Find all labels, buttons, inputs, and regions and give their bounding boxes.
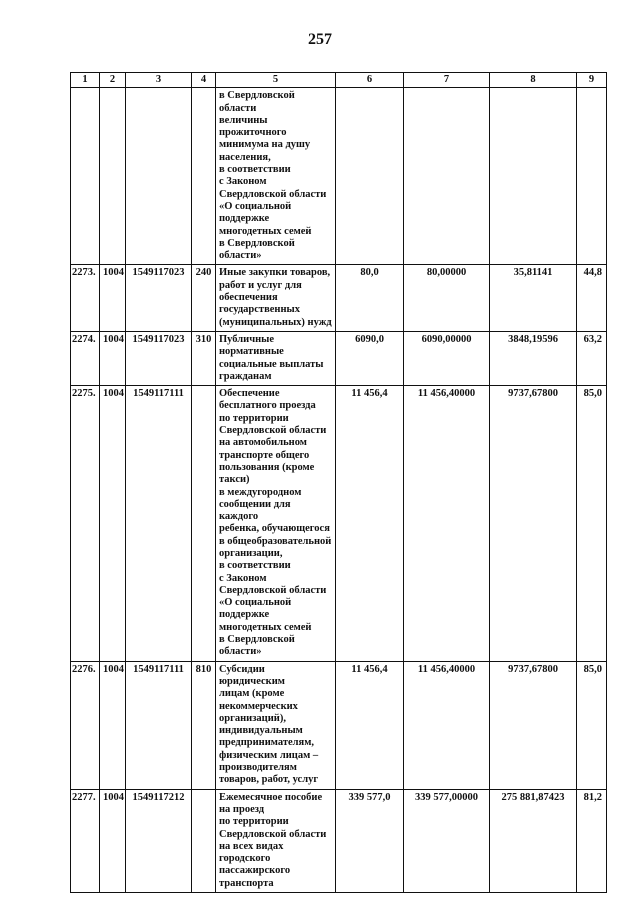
item-name: Обеспечение бесплатного проезда по территории Свердловской области на автомобильном транспорте общего пользования (кроме такси) в междугородном сообщении для каждого ребенка, обучающегося в общеобразовательной организации, в соответствии с Законом Свердловской области «О социальной поддержке многодетных семей в Свердловской области»: [216, 386, 336, 662]
table-row: [71, 265, 607, 331]
row-number: 2276.: [71, 661, 100, 789]
table-row: [71, 661, 607, 789]
planned-amount: [404, 88, 490, 265]
section-code: [100, 88, 126, 265]
execution-percent: 63,2: [577, 331, 607, 385]
approved-amount: 339 577,0: [336, 789, 404, 892]
row-number: [71, 88, 100, 265]
approved-amount: 11 456,4: [336, 386, 404, 662]
executed-amount: 9737,67800: [490, 661, 577, 789]
col-header-4: 4: [192, 73, 216, 88]
approved-amount: 11 456,4: [336, 661, 404, 789]
col-header-1: 1: [71, 73, 100, 88]
table-row: [71, 88, 607, 265]
approved-amount: 80,0: [336, 265, 404, 331]
execution-percent: 85,0: [577, 386, 607, 662]
section-code: 1004: [100, 265, 126, 331]
execution-percent: 81,2: [577, 789, 607, 892]
executed-amount: 275 881,87423: [490, 789, 577, 892]
approved-amount: 6090,0: [336, 331, 404, 385]
target-article-code: 1549117111: [126, 661, 192, 789]
executed-amount: 3848,19596: [490, 331, 577, 385]
target-article-code: 1549117212: [126, 789, 192, 892]
executed-amount: 35,81141: [490, 265, 577, 331]
execution-percent: [577, 88, 607, 265]
header-row: [71, 73, 607, 88]
item-name: Ежемесячное пособие на проезд по территории Свердловской области на всех видах городского пассажирского транспорта: [216, 789, 336, 892]
col-header-7: 7: [404, 73, 490, 88]
planned-amount: 80,00000: [404, 265, 490, 331]
row-number: 2273.: [71, 265, 100, 331]
planned-amount: 339 577,00000: [404, 789, 490, 892]
item-name: Субсидии юридическим лицам (кроме некоммерческих организаций), индивидуальным предпринимателям, физическим лицам – производителям товаров, работ, услуг: [216, 661, 336, 789]
approved-amount: [336, 88, 404, 265]
target-article-code: 1549117023: [126, 265, 192, 331]
executed-amount: [490, 88, 577, 265]
expense-type-code: [192, 789, 216, 892]
table-row: [71, 386, 607, 662]
row-number: 2275.: [71, 386, 100, 662]
expense-type-code: [192, 88, 216, 265]
col-header-6: 6: [336, 73, 404, 88]
row-number: 2277.: [71, 789, 100, 892]
item-name: в Свердловской области величины прожиточного минимума на душу населения, в соответствии с Законом Свердловской области «О социальной поддержке многодетных семей в Свердловской области»: [216, 88, 336, 265]
expense-type-code: 810: [192, 661, 216, 789]
target-article-code: 1549117023: [126, 331, 192, 385]
section-code: 1004: [100, 789, 126, 892]
item-name: Иные закупки товаров, работ и услуг для обеспечения государственных (муниципальных) нужд: [216, 265, 336, 331]
execution-percent: 85,0: [577, 661, 607, 789]
table-row: [71, 331, 607, 385]
table-body: [71, 88, 607, 893]
page-number: 257: [308, 31, 332, 48]
section-code: 1004: [100, 661, 126, 789]
table-header: [71, 73, 607, 88]
table-row: [71, 789, 607, 892]
col-header-2: 2: [100, 73, 126, 88]
execution-percent: 44,8: [577, 265, 607, 331]
expense-type-code: 240: [192, 265, 216, 331]
executed-amount: 9737,67800: [490, 386, 577, 662]
expense-type-code: 310: [192, 331, 216, 385]
row-number: 2274.: [71, 331, 100, 385]
expense-type-code: [192, 386, 216, 662]
section-code: 1004: [100, 386, 126, 662]
budget-table: [70, 72, 607, 893]
col-header-5: 5: [216, 73, 336, 88]
planned-amount: 11 456,40000: [404, 386, 490, 662]
col-header-9: 9: [577, 73, 607, 88]
col-header-8: 8: [490, 73, 577, 88]
planned-amount: 6090,00000: [404, 331, 490, 385]
section-code: 1004: [100, 331, 126, 385]
item-name: Публичные нормативные социальные выплаты гражданам: [216, 331, 336, 385]
target-article-code: 1549117111: [126, 386, 192, 662]
col-header-3: 3: [126, 73, 192, 88]
target-article-code: [126, 88, 192, 265]
planned-amount: 11 456,40000: [404, 661, 490, 789]
